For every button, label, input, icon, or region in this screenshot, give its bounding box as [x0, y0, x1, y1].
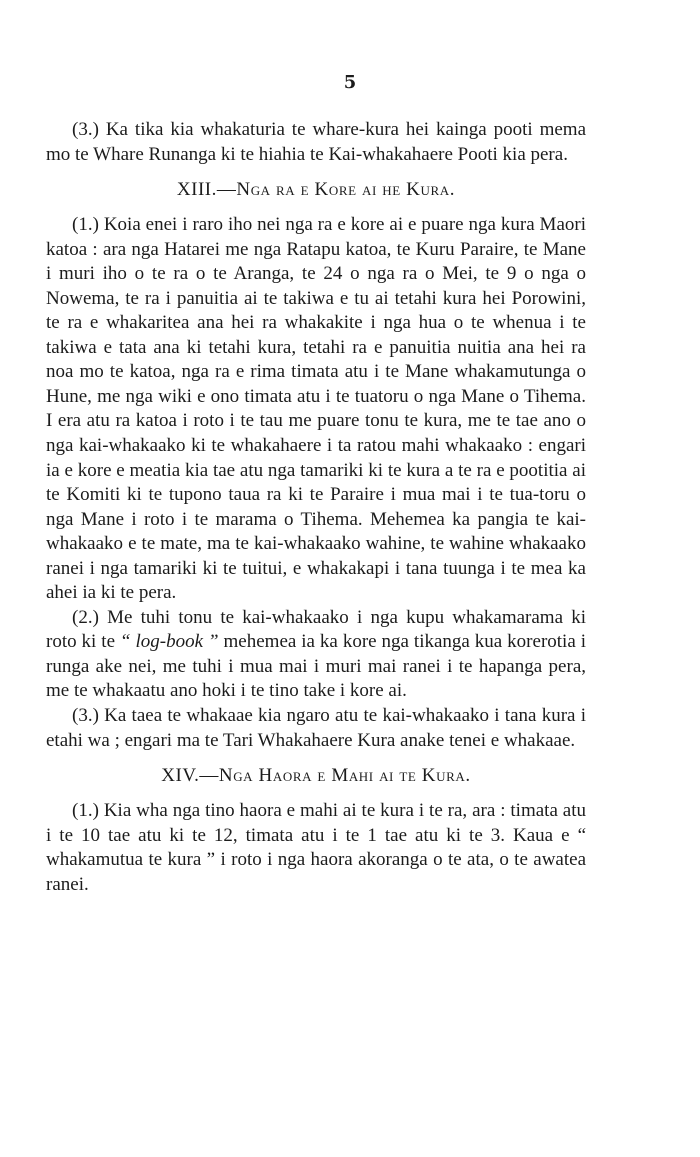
paragraph-text: (2.) Me tuhi tonu te kai-whakaako i nga kupu whakamarama ki roto ki te — [46, 606, 586, 653]
section-number: XIV.— — [161, 765, 219, 787]
paragraph-xiii-3-absence: (3.) Ka taea te whakaae kia ngaro atu te kai-whakaako i tana kura i etahi wa ; engari ma te Tari Whakahaere Kura anake tenei e whakaae. — [46, 705, 586, 751]
log-book-term: “ log-book ” — [119, 631, 219, 653]
paragraph-xiv-1-school-hours: (1.) Kia wha nga tino haora e mahi ai te kura i te ra, ara : timata atu i te 10 tae atu ki te 12, timata atu i te 1 tae atu ki te 3. Kaua e “ whakamutua te kura ” i roto i nga haora akoranga o te ata, o te awatea ranei. — [46, 800, 586, 895]
section-heading-xiv — [46, 753, 586, 799]
section-number: XIII.— — [176, 179, 237, 201]
page-number: 5 — [343, 72, 357, 93]
page-body — [46, 118, 586, 897]
paragraph-text: mehemea ia ka kore nga tikanga kua korerotia i runga ake nei, me tuhi i mua mai i muri mai ranei i te hapanga pera, me te whakaatu ano hoki i te tino take i kore ai. — [46, 631, 586, 702]
section-title: Nga Haora e Mahi ai te Kura. — [218, 765, 471, 787]
section-heading-xiii — [46, 167, 586, 213]
paragraph-xiii-2-log-book — [46, 606, 586, 704]
paragraph-3-polling-place: (3.) Ka tika kia whakaturia te whare-kura hei kainga pooti mema mo te Whare Runanga ki te hiahia te Kai-whakahaere Pooti kia pera. — [46, 119, 586, 165]
section-title: Nga ra e Kore ai he Kura. — [236, 179, 456, 201]
paragraph-xiii-1-holidays: (1.) Koia enei i raro iho nei nga ra e kore ai e puare nga kura Maori katoa : ara nga Hatarei me nga Ratapu katoa, te Kuru Paraire, te Mane i muri iho o te ra o te Aranga, te 24 o nga ra o Mei, te 9 o nga o Nowema, te ra i panuitia ai te takiwa e tu ai tetahi kura hei Porowini, te ra e whakaritea ana hei ra whakakite i nga hua o te whenua i te takiwa e tata ana ki tetahi kura, tetahi ra e panuitia nuitia ana hei ra noa mo te katoa, nga ra e rima timata atu i te Mane whakamutunga o Hune, me nga wiki e ono timata atu i te tuatoru o nga Mane o Tihema. I era atu ra katoa i roto i te tau me puare tonu te kura, me te tae ano o nga kai-whakaako ki te whakahaere i ta ratou mahi whakaako : engari ia e kore e meatia kia tae atu nga tamariki ki te kura a te ra e pootitia ai te Komiti ki te tupono taua ra ki te Paraire i mua mai i te tua-toru o nga Mane i roto i te marama o Tihema. Mehemea ka pangia te kai-whakaako e te mate, ma te kai-whakaako wahine, te wahine whakaako ranei i nga tamariki ki te tuitui, e whakakapi i tana tuunga i te mea ka ahei ia ki te pera. — [46, 214, 586, 604]
